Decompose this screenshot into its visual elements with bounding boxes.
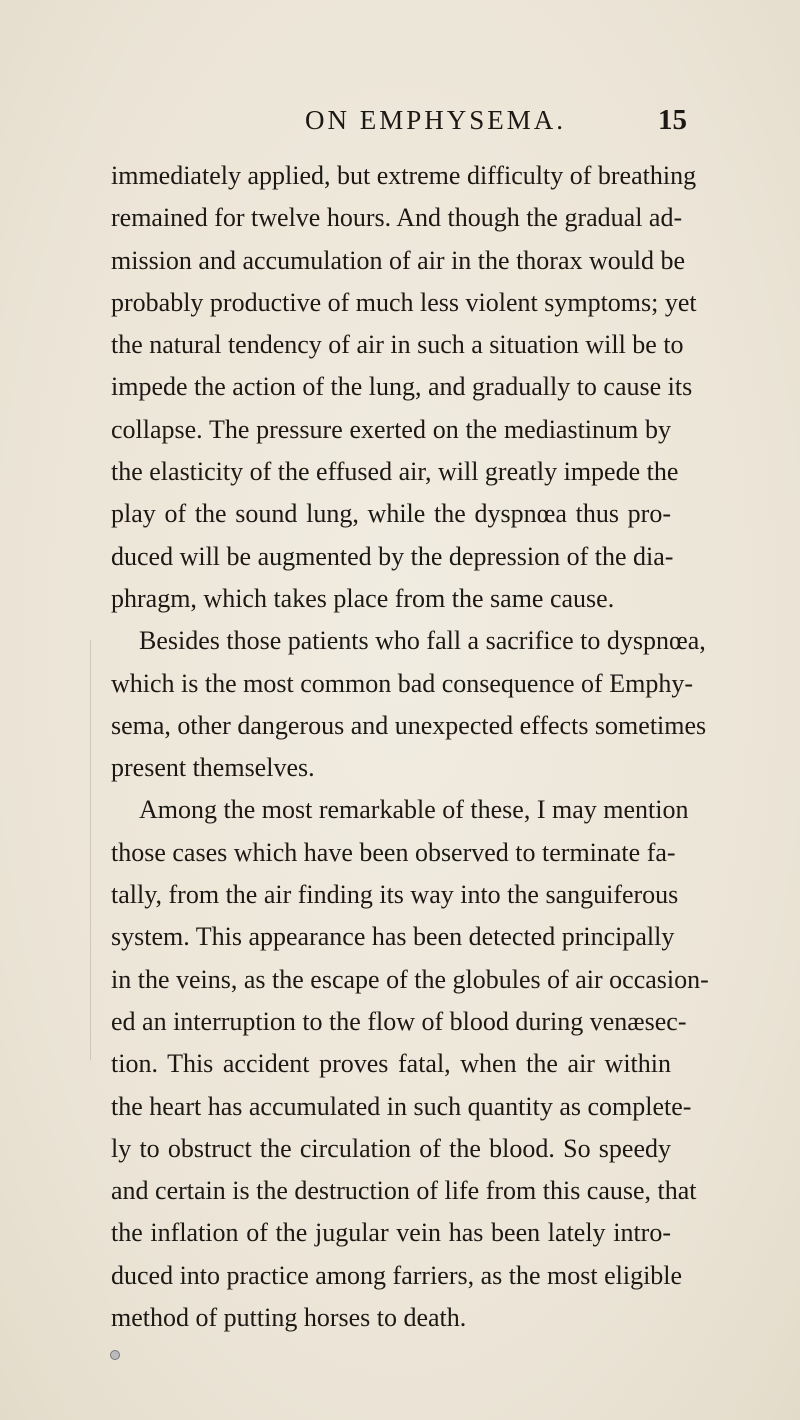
text-line: mission and accumulation of air in the thorax would be xyxy=(111,245,686,275)
text-line: duced will be augmented by the depression of the dia- xyxy=(111,541,674,571)
text-line: present themselves. xyxy=(111,753,315,783)
text-line: remained for twelve hours. And though the gradual ad- xyxy=(111,203,683,233)
text-line: the natural tendency of air in such a situation will be to xyxy=(111,330,684,360)
text-line: those cases which have been observed to terminate fa- xyxy=(111,837,676,867)
paragraph-2 xyxy=(111,620,707,789)
paragraph-1 xyxy=(111,155,697,620)
margin-crease xyxy=(90,640,111,1060)
text-line: tion. This accident proves fatal, when the air within xyxy=(111,1049,671,1079)
text-line: the heart has accumulated in such quantity as complete- xyxy=(111,1091,692,1121)
running-title: ON EMPHYSEMA. xyxy=(305,105,567,135)
text-line: which is the most common bad consequence of Emphy- xyxy=(111,668,693,698)
text-line: ly to obstruct the circulation of the blood. So speedy xyxy=(111,1133,671,1163)
text-line: probably productive of much less violent symptoms; yet xyxy=(111,287,697,317)
text-line: tally, from the air finding its way into the sanguiferous xyxy=(111,880,679,910)
text-line: in the veins, as the escape of the globules of air occasion- xyxy=(111,964,709,994)
text-line: the elasticity of the effused air, will greatly impede the xyxy=(111,457,679,487)
text-line: the inflation of the jugular vein has been lately intro- xyxy=(111,1218,671,1248)
ink-spot-mark xyxy=(110,1350,120,1360)
text-line: Besides those patients who fall a sacrifice to dyspnœa, xyxy=(139,626,706,656)
text-line: phragm, which takes place from the same cause. xyxy=(111,583,615,613)
text-line: method of putting horses to death. xyxy=(111,1303,467,1333)
text-line: system. This appearance has been detected principally xyxy=(111,922,675,952)
body-text xyxy=(111,155,709,1339)
text-line: impede the action of the lung, and gradually to cause its xyxy=(111,372,693,402)
text-line: play of the sound lung, while the dyspnœa thus pro- xyxy=(111,499,671,529)
page-number: 15 xyxy=(658,104,687,136)
paragraph-3 xyxy=(111,789,709,1339)
text-line: immediately applied, but extreme difficulty of breathing xyxy=(111,161,697,190)
text-line: Among the most remarkable of these, I may mention xyxy=(139,795,689,825)
text-line: collapse. The pressure exerted on the mediastinum by xyxy=(111,414,671,444)
running-head xyxy=(0,100,800,140)
text-line: duced into practice among farriers, as the most eligible xyxy=(111,1260,683,1290)
text-line: ed an interruption to the flow of blood during venæsec- xyxy=(111,1006,687,1036)
text-line: and certain is the destruction of life from this cause, that xyxy=(111,1176,697,1206)
text-line: sema, other dangerous and unexpected effects sometimes xyxy=(111,710,707,740)
